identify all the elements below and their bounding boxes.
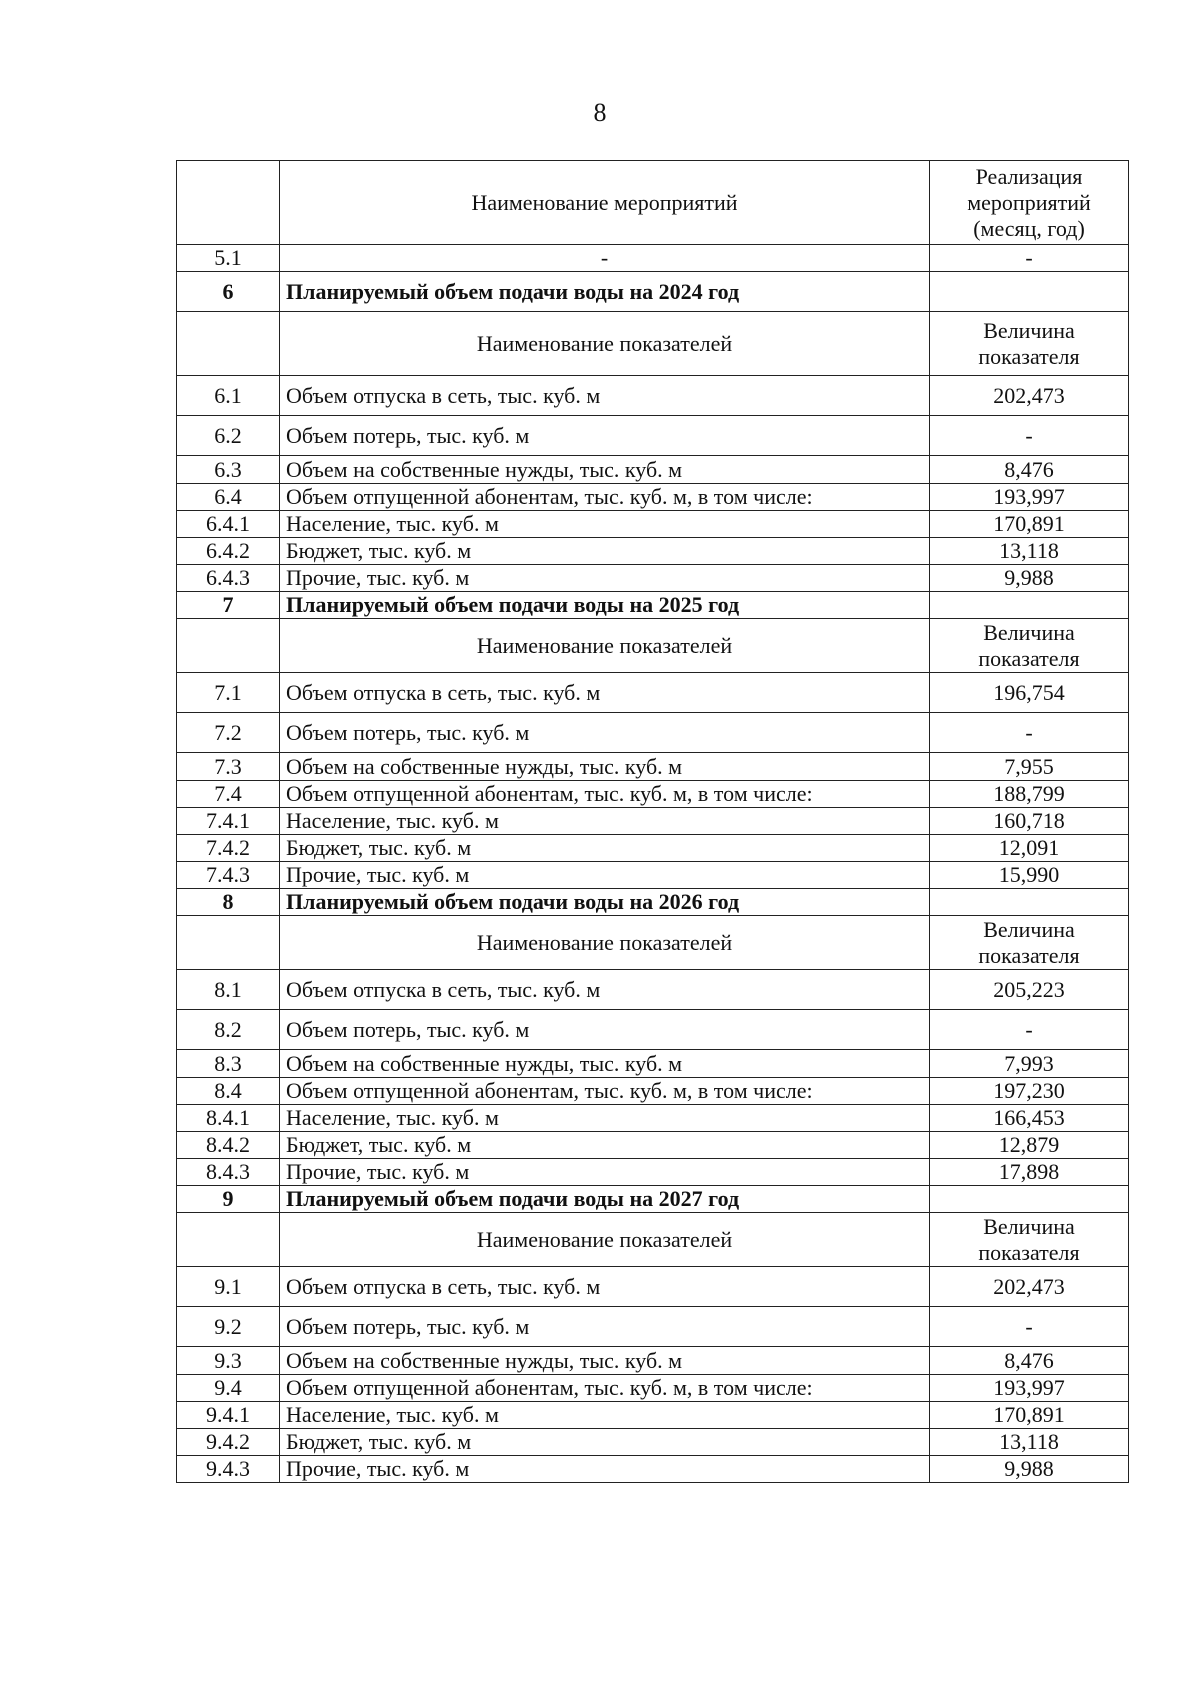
row-value: 8,476: [930, 456, 1129, 484]
row-number: 8.4.2: [177, 1132, 280, 1159]
table-row: [177, 1159, 1129, 1186]
row-value: -: [930, 1307, 1129, 1347]
column-header-value: Реализация мероприятий (месяц, год): [930, 161, 1129, 245]
row-name: Население, тыс. куб. м: [280, 511, 930, 538]
row-name: Объем отпущенной абонентам, тыс. куб. м, в том числе:: [280, 1375, 930, 1402]
row-name: Прочие, тыс. куб. м: [280, 862, 930, 889]
header-row: [177, 619, 1129, 673]
row-name: Прочие, тыс. куб. м: [280, 1456, 930, 1483]
row-number: 6.4.1: [177, 511, 280, 538]
row-number: 8.2: [177, 1010, 280, 1050]
row-value: -: [930, 1010, 1129, 1050]
table-row: [177, 511, 1129, 538]
row-value: -: [930, 416, 1129, 456]
table-row: [177, 753, 1129, 781]
row-value: 8,476: [930, 1347, 1129, 1375]
row-name: Планируемый объем подачи воды на 2027 год: [280, 1186, 930, 1213]
row-name: Объем отпуска в сеть, тыс. куб. м: [280, 1267, 930, 1307]
column-header-value: Величина показателя: [930, 619, 1129, 673]
row-value: 193,997: [930, 1375, 1129, 1402]
table-row: [177, 970, 1129, 1010]
table-row: [177, 1429, 1129, 1456]
row-number: [177, 916, 280, 970]
row-value: [930, 889, 1129, 916]
row-number: [177, 312, 280, 376]
column-header-value: Величина показателя: [930, 916, 1129, 970]
row-name: Объем отпущенной абонентам, тыс. куб. м, в том числе:: [280, 484, 930, 511]
row-number: 8.1: [177, 970, 280, 1010]
table-row: [177, 1347, 1129, 1375]
row-value: 17,898: [930, 1159, 1129, 1186]
column-header-name: Наименование показателей: [280, 619, 930, 673]
row-name: Объем на собственные нужды, тыс. куб. м: [280, 753, 930, 781]
row-value: 202,473: [930, 1267, 1129, 1307]
row-number: 9.4.2: [177, 1429, 280, 1456]
row-number: 8.3: [177, 1050, 280, 1078]
row-value: 15,990: [930, 862, 1129, 889]
row-value: [930, 272, 1129, 312]
row-number: 6.4.2: [177, 538, 280, 565]
row-name: Бюджет, тыс. куб. м: [280, 1429, 930, 1456]
row-number: 6.4: [177, 484, 280, 511]
row-value: 12,879: [930, 1132, 1129, 1159]
row-value: 13,118: [930, 1429, 1129, 1456]
table-row: [177, 1105, 1129, 1132]
row-value: 166,453: [930, 1105, 1129, 1132]
column-header-value: Величина показателя: [930, 1213, 1129, 1267]
row-number: 7.4.1: [177, 808, 280, 835]
section-row: [177, 592, 1129, 619]
row-name: -: [280, 245, 930, 272]
row-number: 7.4: [177, 781, 280, 808]
row-value: -: [930, 713, 1129, 753]
row-value: 7,955: [930, 753, 1129, 781]
row-value: 193,997: [930, 484, 1129, 511]
column-header-name: Наименование показателей: [280, 312, 930, 376]
row-number: 7: [177, 592, 280, 619]
row-name: Население, тыс. куб. м: [280, 1105, 930, 1132]
table-row: [177, 835, 1129, 862]
row-name: Планируемый объем подачи воды на 2025 год: [280, 592, 930, 619]
row-name: Объем на собственные нужды, тыс. куб. м: [280, 1050, 930, 1078]
row-value: 170,891: [930, 511, 1129, 538]
section-row: [177, 272, 1129, 312]
row-number: 7.1: [177, 673, 280, 713]
row-number: 8.4.1: [177, 1105, 280, 1132]
row-number: 8.4: [177, 1078, 280, 1105]
header-row: [177, 1213, 1129, 1267]
row-number: 6.2: [177, 416, 280, 456]
row-name: Объем отпущенной абонентам, тыс. куб. м, в том числе:: [280, 781, 930, 808]
row-name: Объем потерь, тыс. куб. м: [280, 713, 930, 753]
row-value: [930, 1186, 1129, 1213]
row-name: Население, тыс. куб. м: [280, 808, 930, 835]
row-name: Планируемый объем подачи воды на 2024 год: [280, 272, 930, 312]
table-row: [177, 713, 1129, 753]
row-value: 196,754: [930, 673, 1129, 713]
row-value: 202,473: [930, 376, 1129, 416]
row-name: Объем отпущенной абонентам, тыс. куб. м, в том числе:: [280, 1078, 930, 1105]
row-number: [177, 1213, 280, 1267]
row-value: 170,891: [930, 1402, 1129, 1429]
column-header-value: Величина показателя: [930, 312, 1129, 376]
row-number: 9.3: [177, 1347, 280, 1375]
column-header-name: Наименование мероприятий: [280, 161, 930, 245]
row-value: 13,118: [930, 538, 1129, 565]
row-name: Прочие, тыс. куб. м: [280, 565, 930, 592]
row-number: 9.4.1: [177, 1402, 280, 1429]
table-row: [177, 862, 1129, 889]
row-value: [930, 592, 1129, 619]
table-row: [177, 673, 1129, 713]
row-number: 7.4.3: [177, 862, 280, 889]
row-number: 6: [177, 272, 280, 312]
row-value: -: [930, 245, 1129, 272]
row-value: 9,988: [930, 1456, 1129, 1483]
table-row: [177, 1132, 1129, 1159]
row-name: Население, тыс. куб. м: [280, 1402, 930, 1429]
row-name: Планируемый объем подачи воды на 2026 год: [280, 889, 930, 916]
row-number: 8.4.3: [177, 1159, 280, 1186]
table-body: [177, 161, 1129, 1483]
table-row: [177, 484, 1129, 511]
row-number: 8: [177, 889, 280, 916]
header-row: [177, 312, 1129, 376]
table-row: [177, 1402, 1129, 1429]
row-number: 9.4.3: [177, 1456, 280, 1483]
row-number: 7.4.2: [177, 835, 280, 862]
page-number: 8: [593, 98, 607, 127]
table-row: [177, 1307, 1129, 1347]
row-name: Объем потерь, тыс. куб. м: [280, 416, 930, 456]
row-name: Объем отпуска в сеть, тыс. куб. м: [280, 376, 930, 416]
row-name: Объем потерь, тыс. куб. м: [280, 1307, 930, 1347]
table-row: [177, 1267, 1129, 1307]
row-name: Объем на собственные нужды, тыс. куб. м: [280, 456, 930, 484]
row-name: Объем отпуска в сеть, тыс. куб. м: [280, 673, 930, 713]
row-name: Объем на собственные нужды, тыс. куб. м: [280, 1347, 930, 1375]
row-number: 6.3: [177, 456, 280, 484]
row-value: 12,091: [930, 835, 1129, 862]
table-row: [177, 376, 1129, 416]
row-name: Бюджет, тыс. куб. м: [280, 835, 930, 862]
header-row: [177, 916, 1129, 970]
row-name: Прочие, тыс. куб. м: [280, 1159, 930, 1186]
row-value: 160,718: [930, 808, 1129, 835]
row-name: Бюджет, тыс. куб. м: [280, 538, 930, 565]
row-number: 6.1: [177, 376, 280, 416]
header-row: [177, 161, 1129, 245]
table-row: [177, 245, 1129, 272]
table-row: [177, 538, 1129, 565]
row-number: 9.1: [177, 1267, 280, 1307]
table-row: [177, 1010, 1129, 1050]
table-row: [177, 1456, 1129, 1483]
table-row: [177, 1050, 1129, 1078]
row-number: 7.2: [177, 713, 280, 753]
section-row: [177, 1186, 1129, 1213]
measures-table: [176, 160, 1129, 1483]
table-row: [177, 1375, 1129, 1402]
column-header-name: Наименование показателей: [280, 916, 930, 970]
row-number: 9.2: [177, 1307, 280, 1347]
column-header-name: Наименование показателей: [280, 1213, 930, 1267]
row-number: 6.4.3: [177, 565, 280, 592]
row-number: 7.3: [177, 753, 280, 781]
row-number: [177, 161, 280, 245]
row-value: 9,988: [930, 565, 1129, 592]
table-row: [177, 456, 1129, 484]
row-value: 188,799: [930, 781, 1129, 808]
row-name: Объем отпуска в сеть, тыс. куб. м: [280, 970, 930, 1010]
table-row: [177, 1078, 1129, 1105]
row-value: 7,993: [930, 1050, 1129, 1078]
table-row: [177, 808, 1129, 835]
row-number: 5.1: [177, 245, 280, 272]
table-row: [177, 565, 1129, 592]
row-name: Объем потерь, тыс. куб. м: [280, 1010, 930, 1050]
row-number: 9.4: [177, 1375, 280, 1402]
row-name: Бюджет, тыс. куб. м: [280, 1132, 930, 1159]
table-row: [177, 416, 1129, 456]
row-number: 9: [177, 1186, 280, 1213]
table-row: [177, 781, 1129, 808]
row-number: [177, 619, 280, 673]
row-value: 197,230: [930, 1078, 1129, 1105]
section-row: [177, 889, 1129, 916]
row-value: 205,223: [930, 970, 1129, 1010]
